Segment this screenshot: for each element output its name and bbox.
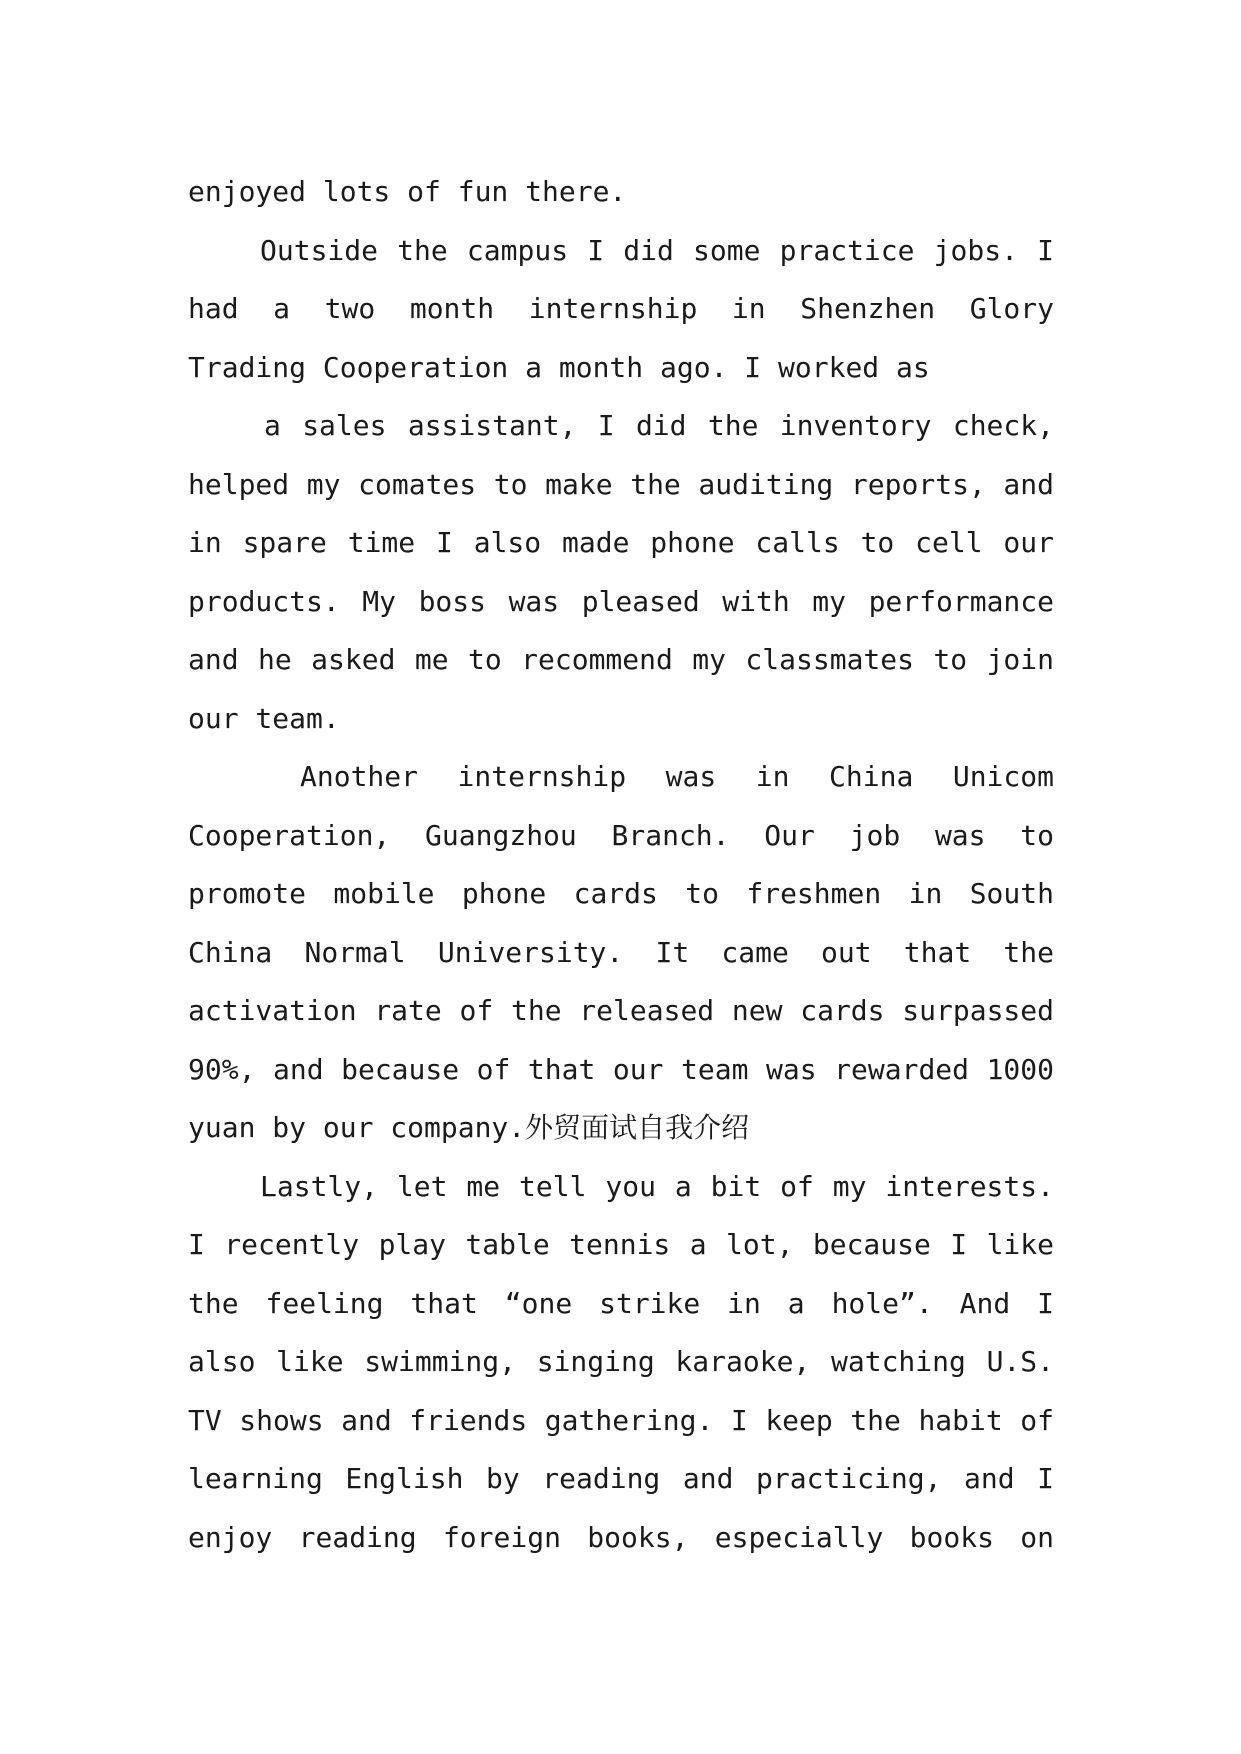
text-line: also like swimming, singing karaoke, watching U.S. bbox=[188, 1345, 1054, 1378]
paragraph-start-line: a sales assistant, I did the inventory check, bbox=[264, 409, 1054, 442]
paragraph-start-line: Lastly, let me tell you a bit of my interests. bbox=[260, 1169, 1054, 1203]
text-line: China Normal University. It came out that the bbox=[188, 935, 1054, 969]
text-line: enjoyed lots of fun there. bbox=[188, 175, 627, 208]
text-line: the feeling that “one strike in a hole”. And I bbox=[188, 1286, 1054, 1320]
document-body bbox=[188, 163, 1054, 1567]
text-line: activation rate of the released new cards surpassed bbox=[188, 994, 1054, 1027]
text-line: Trading Cooperation a month ago. I worked as bbox=[188, 350, 930, 384]
text-line: yuan by our company.外贸面试自我介绍 bbox=[188, 1111, 750, 1144]
paragraph-start-line: Outside the campus I did some practice jobs. I bbox=[260, 233, 1054, 267]
text-line: TV shows and friends gathering. I keep the habit of bbox=[188, 1403, 1054, 1437]
text-line: in spare time I also made phone calls to cell our bbox=[188, 526, 1054, 559]
text-line: I recently play table tennis a lot, because I like bbox=[188, 1228, 1054, 1261]
paragraph-start-line: Another internship was in China Unicom bbox=[300, 760, 1054, 793]
text-line: 90%, and because of that our team was rewarded 1000 bbox=[188, 1052, 1054, 1086]
text-line: learning English by reading and practicing, and I bbox=[188, 1462, 1054, 1495]
text-line: products. My boss was pleased with my performance bbox=[188, 584, 1054, 618]
text-line: Cooperation, Guangzhou Branch. Our job was to bbox=[188, 818, 1054, 852]
text-line: enjoy reading foreign books, especially books on bbox=[188, 1520, 1054, 1554]
text-line: and he asked me to recommend my classmates to join bbox=[188, 643, 1054, 676]
text-line: our team. bbox=[188, 701, 340, 735]
text-line: had a two month internship in Shenzhen Glory bbox=[188, 292, 1054, 325]
text-line: helped my comates to make the auditing reports, and bbox=[188, 467, 1054, 501]
text-line: promote mobile phone cards to freshmen in South bbox=[188, 877, 1054, 910]
